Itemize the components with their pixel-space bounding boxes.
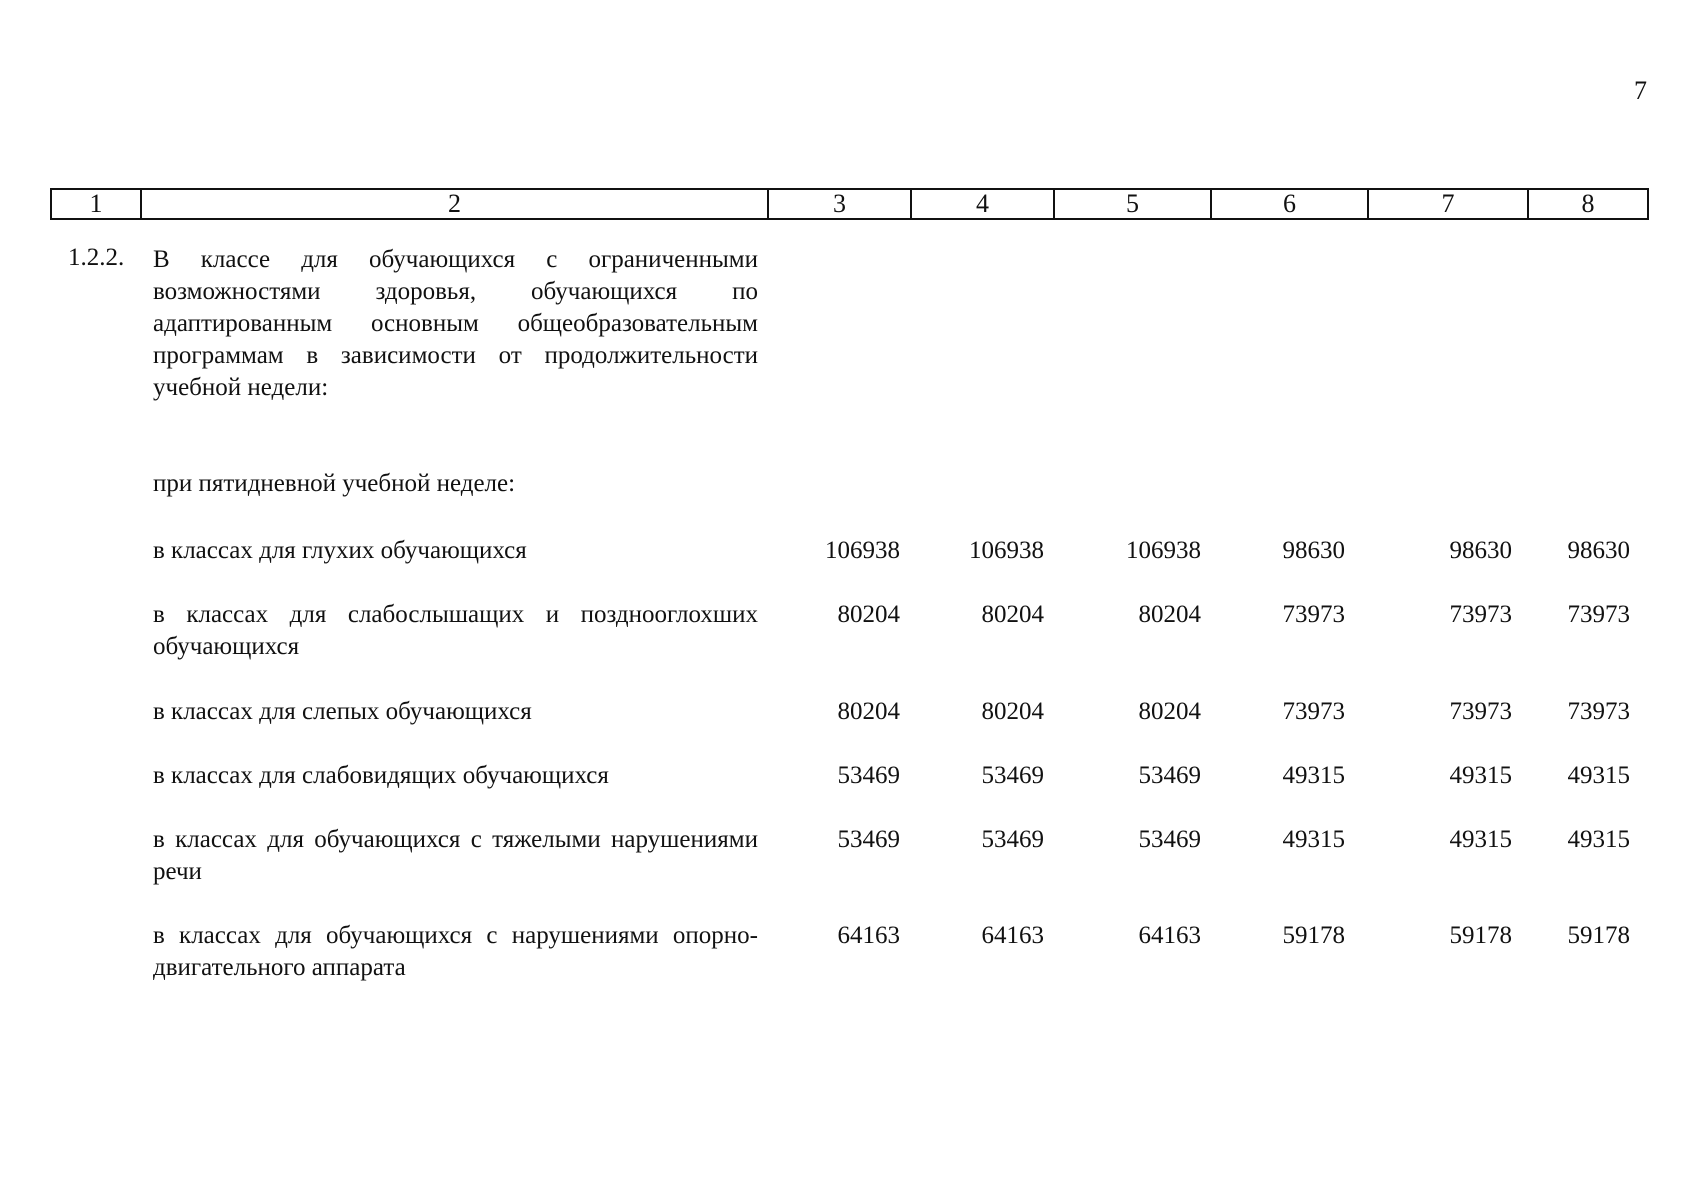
row-label: в классах для глухих обучающихся <box>153 537 527 564</box>
column-number-6: 6 <box>1211 189 1368 219</box>
row-label: в классах для слабовидящих обучающихся <box>153 762 609 789</box>
row-value: 73973 <box>1567 601 1630 628</box>
row-value: 49315 <box>1282 826 1345 853</box>
row-value: 49315 <box>1282 762 1345 789</box>
row-value: 49315 <box>1567 762 1630 789</box>
row-value: 98630 <box>1449 537 1512 564</box>
section-intro: В классе для обучающихся с ограниченными возможностями здоровья, обучающихся по адаптированным основным общеобразовательным программам в зависимости от продолжительности учебной недели: <box>153 246 758 401</box>
row-value: 53469 <box>981 826 1044 853</box>
column-number-4: 4 <box>911 189 1054 219</box>
row-label: в классах для обучающихся с тяжелыми нарушениями речи <box>153 826 758 885</box>
row-value: 80204 <box>837 601 900 628</box>
row-label: в классах для слепых обучающихся <box>153 698 532 725</box>
row-value: 59178 <box>1567 922 1630 949</box>
row-value: 73973 <box>1449 698 1512 725</box>
row-value: 49315 <box>1449 762 1512 789</box>
row-label: в классах для обучающихся с нарушениями опорно-двигательного аппарата <box>153 922 758 981</box>
row-value: 80204 <box>981 698 1044 725</box>
row-value: 64163 <box>837 922 900 949</box>
section-subheading: при пятидневной учебной неделе: <box>153 470 516 497</box>
row-value: 80204 <box>1138 601 1201 628</box>
row-value: 49315 <box>1567 826 1630 853</box>
column-number-8: 8 <box>1528 189 1648 219</box>
row-value: 73973 <box>1282 601 1345 628</box>
column-number-7: 7 <box>1368 189 1528 219</box>
section-number: 1.2.2. <box>68 244 125 271</box>
row-value: 64163 <box>981 922 1044 949</box>
row-value: 59178 <box>1282 922 1345 949</box>
column-number-2: 2 <box>141 189 768 219</box>
row-value: 80204 <box>1138 698 1201 725</box>
column-number-1: 1 <box>51 189 141 219</box>
row-label: в классах для слабослышащих и позднооглохших обучающихся <box>153 601 758 660</box>
row-value: 53469 <box>837 762 900 789</box>
page-number: 7 <box>1634 76 1647 105</box>
column-number-3: 3 <box>768 189 911 219</box>
row-value: 53469 <box>837 826 900 853</box>
row-value: 53469 <box>1138 762 1201 789</box>
row-value: 80204 <box>981 601 1044 628</box>
row-value: 73973 <box>1449 601 1512 628</box>
row-value: 53469 <box>981 762 1044 789</box>
row-value: 64163 <box>1138 922 1201 949</box>
row-value: 59178 <box>1449 922 1512 949</box>
row-value: 49315 <box>1449 826 1512 853</box>
row-value: 73973 <box>1282 698 1345 725</box>
row-value: 106938 <box>825 537 900 564</box>
row-value: 106938 <box>969 537 1044 564</box>
row-value: 73973 <box>1567 698 1630 725</box>
row-value: 53469 <box>1138 826 1201 853</box>
column-number-5: 5 <box>1054 189 1211 219</box>
row-value: 98630 <box>1567 537 1630 564</box>
row-value: 80204 <box>837 698 900 725</box>
column-number-header <box>50 188 1649 220</box>
row-value: 106938 <box>1126 537 1201 564</box>
row-value: 98630 <box>1282 537 1345 564</box>
